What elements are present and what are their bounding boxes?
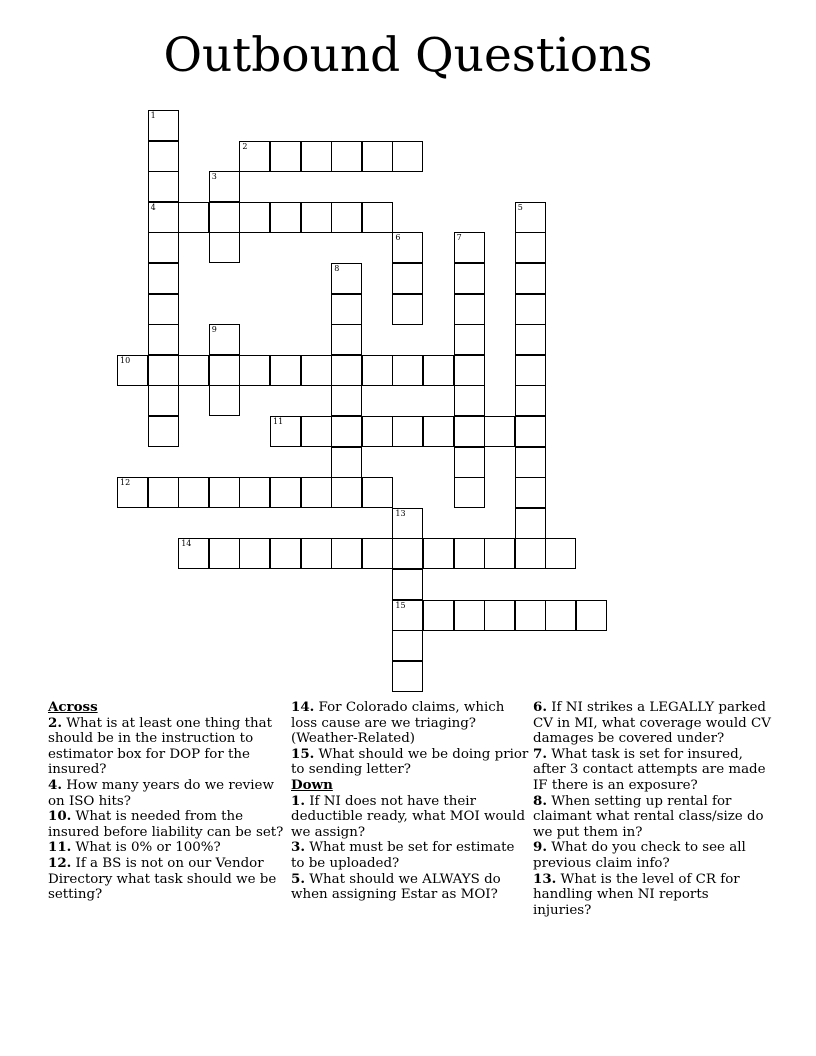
clue-text: What must be set for estimate to be uploaded? <box>291 840 515 871</box>
clue-item <box>533 840 771 871</box>
clue-item <box>48 856 286 903</box>
grid-cell[interactable] <box>515 385 546 416</box>
clue-item <box>291 840 529 871</box>
clue-text: What is the level of CR for handling when NI reports injuries? <box>533 871 740 918</box>
grid-cell[interactable] <box>270 355 301 386</box>
grid-cell[interactable] <box>515 477 546 508</box>
puzzle-title: Outbound Questions <box>163 28 653 83</box>
clue-column-3 <box>533 700 771 918</box>
grid-cell[interactable] <box>545 538 576 569</box>
cell-number: 6 <box>395 233 401 243</box>
cell-number: 15 <box>395 600 406 610</box>
grid-cell[interactable] <box>392 355 423 386</box>
grid-cell[interactable] <box>209 324 240 355</box>
grid-cell[interactable] <box>392 569 423 600</box>
grid-cell[interactable] <box>209 171 240 202</box>
cell-number: 2 <box>242 141 248 151</box>
grid-cell[interactable] <box>515 263 546 294</box>
clue-item <box>48 840 286 856</box>
clue-number: 2. <box>48 714 62 731</box>
grid-cell[interactable] <box>392 600 423 631</box>
grid-cell[interactable] <box>148 110 179 141</box>
grid-cell[interactable] <box>270 202 301 233</box>
grid-cell[interactable] <box>484 538 515 569</box>
clue-text: If NI does not have their deductible ready, what MOI would we assign? <box>291 793 526 840</box>
grid-cell[interactable] <box>392 294 423 325</box>
grid-cell[interactable] <box>301 141 332 172</box>
clue-item <box>291 747 529 778</box>
cell-number: 12 <box>120 478 131 488</box>
grid-cell[interactable] <box>331 538 362 569</box>
grid-cell[interactable] <box>209 385 240 416</box>
grid-cell[interactable] <box>331 263 362 294</box>
grid-cell[interactable] <box>117 355 148 386</box>
grid-cell[interactable] <box>392 141 423 172</box>
clue-text: How many years do we review on ISO hits? <box>48 777 274 809</box>
cell-number: 14 <box>181 539 192 549</box>
clue-item <box>533 872 771 919</box>
clue-list-across-2 <box>291 700 529 778</box>
grid-cell[interactable] <box>148 202 179 233</box>
clue-number: 6. <box>533 699 547 715</box>
grid-cell[interactable] <box>331 355 362 386</box>
grid-cell[interactable] <box>515 416 546 447</box>
clue-text: If a BS is not on our Vendor Directory what task should we be setting? <box>48 855 277 903</box>
grid-cell[interactable] <box>392 630 423 661</box>
grid-cell[interactable] <box>331 294 362 325</box>
grid-cell[interactable] <box>515 538 546 569</box>
grid-cell[interactable] <box>331 477 362 508</box>
grid-cell[interactable] <box>331 385 362 416</box>
grid-cell[interactable] <box>301 416 332 447</box>
grid-cell[interactable] <box>454 600 485 631</box>
grid-cell[interactable] <box>392 263 423 294</box>
grid-cell[interactable] <box>239 355 270 386</box>
across-heading: Across <box>48 699 98 715</box>
grid-cell[interactable] <box>148 477 179 508</box>
grid-cell[interactable] <box>454 324 485 355</box>
grid-cell[interactable] <box>423 355 454 386</box>
grid-cell[interactable] <box>209 202 240 233</box>
grid-cell[interactable] <box>515 355 546 386</box>
clue-item <box>533 794 771 841</box>
clue-number: 5. <box>291 870 305 887</box>
clue-text: What task is set for insured, after 3 contact attempts are made IF there is an exposure? <box>533 746 766 793</box>
clue-item <box>533 700 771 747</box>
clue-text: What do you check to see all previous claim info? <box>533 840 746 871</box>
clue-item <box>291 794 529 841</box>
clue-number: 13. <box>533 870 557 887</box>
grid-cell[interactable] <box>515 324 546 355</box>
grid-cell[interactable] <box>454 447 485 478</box>
grid-cell[interactable] <box>454 232 485 263</box>
grid-cell[interactable] <box>423 538 454 569</box>
grid-cell[interactable] <box>148 324 179 355</box>
clue-number: 7. <box>533 745 547 762</box>
grid-cell[interactable] <box>392 232 423 263</box>
cell-number: 11 <box>273 417 284 426</box>
clue-text: What is 0% or 100%? <box>71 840 221 856</box>
grid-cell[interactable] <box>239 538 270 569</box>
grid-cell[interactable] <box>148 294 179 325</box>
cell-number: 1 <box>150 111 156 120</box>
clue-text: If NI strikes a LEGALLY parked CV in MI, what coverage would CV damages be covered under? <box>533 700 771 747</box>
grid-cell[interactable] <box>454 263 485 294</box>
grid-cell[interactable] <box>331 324 362 355</box>
grid-cell[interactable] <box>423 416 454 447</box>
grid-cell[interactable] <box>362 477 393 508</box>
clue-item <box>291 872 529 903</box>
clue-item <box>291 700 529 747</box>
clue-item <box>48 778 286 809</box>
clue-item <box>48 809 286 840</box>
grid-cell[interactable] <box>178 538 209 569</box>
clue-column-2 <box>291 700 529 903</box>
grid-cell[interactable] <box>148 171 179 202</box>
grid-cell[interactable] <box>331 447 362 478</box>
grid-cell[interactable] <box>148 416 179 447</box>
grid-cell[interactable] <box>484 600 515 631</box>
grid-cell[interactable] <box>362 416 393 447</box>
grid-cell[interactable] <box>515 600 546 631</box>
grid-cell[interactable] <box>515 294 546 325</box>
cell-number: 10 <box>120 355 131 365</box>
clue-number: 12. <box>48 854 72 871</box>
cell-number: 9 <box>211 325 217 335</box>
grid-cell[interactable] <box>301 202 332 233</box>
grid-cell[interactable] <box>515 202 546 233</box>
clue-number: 3. <box>291 839 305 856</box>
grid-cell[interactable] <box>331 416 362 447</box>
down-heading: Down <box>291 776 333 793</box>
grid-cell[interactable] <box>209 538 240 569</box>
grid-cell[interactable] <box>331 202 362 233</box>
grid-cell[interactable] <box>301 538 332 569</box>
clue-number: 11. <box>48 839 72 856</box>
grid-cell[interactable] <box>301 355 332 386</box>
grid-cell[interactable] <box>209 355 240 386</box>
grid-cell[interactable] <box>454 538 485 569</box>
grid-cell[interactable] <box>117 477 148 508</box>
grid-cell[interactable] <box>270 141 301 172</box>
grid-cell[interactable] <box>454 477 485 508</box>
grid-cell[interactable] <box>392 508 423 539</box>
clue-number: 15. <box>291 745 315 762</box>
grid-cell[interactable] <box>331 141 362 172</box>
clue-column-1 <box>48 700 286 903</box>
cell-number: 4 <box>150 202 156 212</box>
clue-list-down-2 <box>533 700 771 918</box>
clue-list-across-1 <box>48 716 286 903</box>
grid-cell[interactable] <box>362 202 393 233</box>
grid-cell[interactable] <box>148 355 179 386</box>
grid-cell[interactable] <box>148 263 179 294</box>
grid-cell[interactable] <box>148 141 179 172</box>
grid-cell[interactable] <box>392 416 423 447</box>
grid-cell[interactable] <box>239 202 270 233</box>
grid-cell[interactable] <box>178 202 209 233</box>
cell-number: 7 <box>456 233 462 243</box>
grid-cell[interactable] <box>454 355 485 386</box>
clue-item <box>533 747 771 794</box>
clue-number: 1. <box>291 792 305 809</box>
clue-text: What should we be doing prior to sending letter? <box>291 746 529 778</box>
grid-cell[interactable] <box>209 232 240 263</box>
grid-cell[interactable] <box>576 600 607 631</box>
grid-cell[interactable] <box>178 355 209 386</box>
grid-cell[interactable] <box>362 141 393 172</box>
cell-number: 5 <box>517 202 523 212</box>
grid-cell[interactable] <box>392 538 423 569</box>
grid-cell[interactable] <box>148 232 179 263</box>
grid-cell[interactable] <box>362 355 393 386</box>
grid-cell[interactable] <box>454 385 485 416</box>
clue-list-down-1 <box>291 794 529 903</box>
grid-cell[interactable] <box>545 600 576 631</box>
grid-cell[interactable] <box>515 508 546 539</box>
grid-cell[interactable] <box>423 600 454 631</box>
clue-text: What is at least one thing that should be in the instruction to estimator box for DOP for the insured? <box>48 715 272 778</box>
clue-number: 10. <box>48 808 72 825</box>
grid-cell[interactable] <box>515 232 546 263</box>
cell-number: 13 <box>395 508 406 518</box>
clue-text: For Colorado claims, which loss cause are we triaging? (Weather-Related) <box>291 700 505 747</box>
grid-cell[interactable] <box>362 538 393 569</box>
grid-cell[interactable] <box>209 477 240 508</box>
grid-cell[interactable] <box>515 447 546 478</box>
grid-cell[interactable] <box>392 661 423 692</box>
clue-item <box>48 716 286 778</box>
clue-text: When setting up rental for claimant what rental class/size do we put them in? <box>533 793 764 840</box>
grid-cell[interactable] <box>239 141 270 172</box>
grid-cell[interactable] <box>270 416 301 447</box>
grid-cell[interactable] <box>270 538 301 569</box>
clue-text: What is needed from the insured before liability can be set? <box>48 809 284 840</box>
grid-cell[interactable] <box>270 477 301 508</box>
grid-cell[interactable] <box>454 294 485 325</box>
clue-number: 8. <box>533 792 547 809</box>
grid-cell[interactable] <box>178 477 209 508</box>
clue-text: What should we ALWAYS do when assigning Estar as MOI? <box>291 871 501 903</box>
clue-number: 9. <box>533 839 547 856</box>
cell-number: 3 <box>211 172 217 182</box>
cell-number: 8 <box>334 264 340 273</box>
grid-cell[interactable] <box>484 416 515 447</box>
clue-number: 14. <box>291 699 315 715</box>
grid-cell[interactable] <box>301 477 332 508</box>
grid-cell[interactable] <box>454 416 485 447</box>
grid-cell[interactable] <box>148 385 179 416</box>
grid-cell[interactable] <box>239 477 270 508</box>
clue-number: 4. <box>48 776 62 793</box>
